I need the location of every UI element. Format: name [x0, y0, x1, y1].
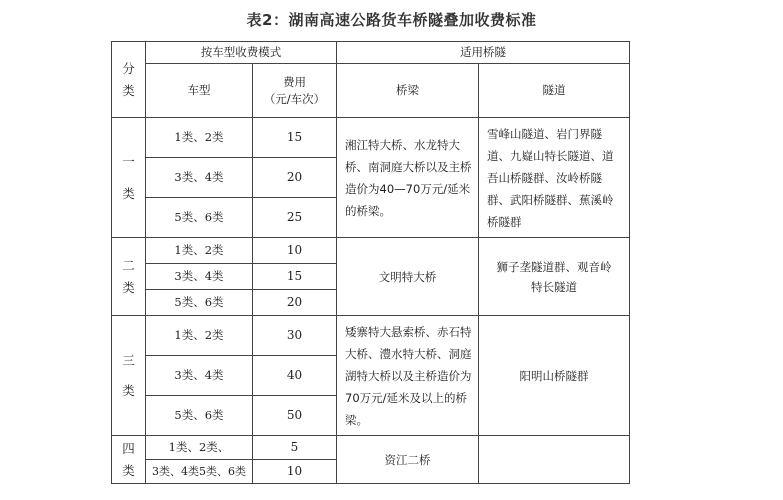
- fee-cell: 50: [253, 396, 337, 436]
- fee-cell: 25: [253, 198, 337, 238]
- vehicle-cell: 3类、4类: [146, 158, 253, 198]
- vehicle-cell: 3类、4类5类、6类: [146, 460, 253, 484]
- fee-cell: 15: [253, 264, 337, 290]
- tunnel-cell-2: 狮子垄隧道群、观音岭特长隧道: [479, 238, 630, 316]
- tunnel-cell-3: 阳明山桥隧群: [479, 316, 630, 436]
- bridge-cell-1: 湘江特大桥、水龙特大桥、南洞庭大桥以及主桥造价为40—70万元/延米的桥梁。: [337, 118, 479, 238]
- vehicle-cell: 5类、6类: [146, 290, 253, 316]
- vehicle-cell: 1类、2类、: [146, 436, 253, 460]
- vehicle-cell: 3类、4类: [146, 356, 253, 396]
- header-fee-line2: （元/车次）: [263, 91, 326, 106]
- fee-cell: 20: [253, 158, 337, 198]
- vehicle-cell: 1类、2类: [146, 238, 253, 264]
- vehicle-cell: 1类、2类: [146, 316, 253, 356]
- header-fee-line1: 费用: [283, 74, 306, 89]
- vehicle-cell: 3类、4类: [146, 264, 253, 290]
- vehicle-cell: 1类、2类: [146, 118, 253, 158]
- header-applicable-group: 适用桥隧: [337, 42, 630, 64]
- category-cell-4: 四类: [112, 436, 146, 484]
- table-row: [112, 436, 630, 460]
- fee-cell: 5: [253, 436, 337, 460]
- fee-cell: 10: [253, 238, 337, 264]
- table-title: 表2：湖南高速公路货车桥隧叠加收费标准: [246, 11, 537, 29]
- tunnel-cell-4: [479, 436, 630, 484]
- table-row: [112, 238, 630, 264]
- table-row: [112, 316, 630, 356]
- tunnel-cell-1: 雪峰山隧道、岩门界隧道、九嶷山特长隧道、道吾山桥隧群、汝岭桥隧群、武阳桥隧群、蕉溪岭桥隧群: [479, 118, 630, 238]
- vehicle-cell: 5类、6类: [146, 198, 253, 238]
- category-cell-1: 一类: [112, 118, 146, 238]
- table-row: [112, 118, 630, 158]
- fee-cell: 20: [253, 290, 337, 316]
- fee-cell: 10: [253, 460, 337, 484]
- bridge-cell-4: 资江二桥: [337, 436, 479, 484]
- header-bridge: 桥梁: [337, 64, 479, 118]
- fee-cell: 15: [253, 118, 337, 158]
- header-fee: [253, 64, 337, 118]
- header-vehicle-type: 车型: [146, 64, 253, 118]
- toll-standard-table: [111, 41, 630, 484]
- category-cell-3: 三类: [112, 316, 146, 436]
- category-cell-2: 二类: [112, 238, 146, 316]
- fee-cell: 40: [253, 356, 337, 396]
- header-mode-group: 按车型收费模式: [146, 42, 337, 64]
- vehicle-cell: 5类、6类: [146, 396, 253, 436]
- header-category: 分类: [112, 42, 146, 118]
- header-tunnel: 隧道: [479, 64, 630, 118]
- bridge-cell-2: 文明特大桥: [337, 238, 479, 316]
- bridge-cell-3: 矮寨特大悬索桥、赤石特大桥、澧水特大桥、洞庭湖特大桥以及主桥造价为70万元/延米及以上的桥梁。: [337, 316, 479, 436]
- fee-cell: 30: [253, 316, 337, 356]
